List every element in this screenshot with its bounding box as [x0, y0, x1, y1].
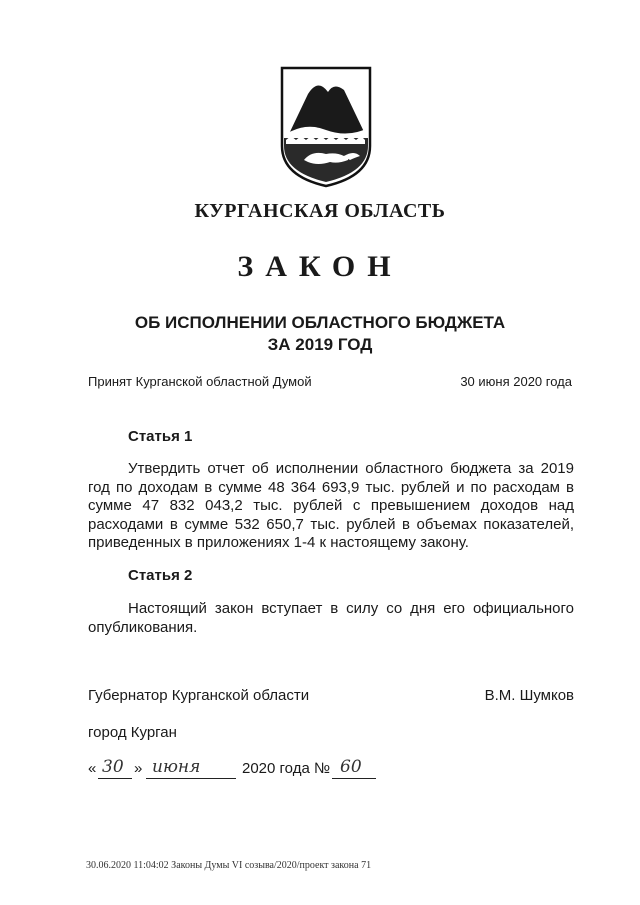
- law-title-line-1: ОБ ИСПОЛНЕНИИ ОБЛАСТНОГО БЮДЖЕТА: [134, 313, 506, 332]
- coat-of-arms-icon: [278, 64, 374, 188]
- handwritten-day: 30: [102, 757, 124, 777]
- article-1-heading: Статья 1: [128, 428, 193, 445]
- signatory-position: Губернатор Курганской области: [88, 687, 310, 704]
- adopted-by: Принят Курганской областной Думой: [88, 374, 312, 389]
- article-1-text: Утвердить отчет об исполнении областного бюджета за 2019 год по доходам в сумме 48 364 693,9 тыс. рублей и по расходам в сумме 47 832 043,2 тыс. рублей с превышением доходов над расходами в сумме 532 650,7 тыс. рублей в объемах показателей, приведенных в приложениях 1-4 к настоящему закону.: [88, 460, 574, 551]
- law-title-line-2: ЗА 2019 ГОД: [267, 335, 373, 354]
- close-quote: »: [134, 760, 143, 777]
- document-type: ЗАКОН: [237, 250, 403, 283]
- handwritten-law-number: 60: [340, 757, 362, 777]
- year-and-number-label: 2020 года №: [242, 760, 331, 777]
- law-title: [0, 312, 640, 356]
- adoption-date: 30 июня 2020 года: [460, 374, 572, 389]
- article-2-heading: Статья 2: [128, 567, 193, 584]
- place-of-signing: город Курган: [88, 724, 177, 741]
- handwritten-month: июня: [152, 757, 201, 777]
- document-footer: 30.06.2020 11:04:02 Законы Думы VI созыва/2020/проект закона 71: [86, 860, 372, 871]
- open-quote: «: [88, 760, 97, 777]
- signatory-name: В.М. Шумков: [484, 687, 574, 704]
- article-2-text: Настоящий закон вступает в силу со дня его официального опубликования.: [88, 600, 574, 636]
- region-name: КУРГАНСКАЯ ОБЛАСТЬ: [194, 200, 446, 222]
